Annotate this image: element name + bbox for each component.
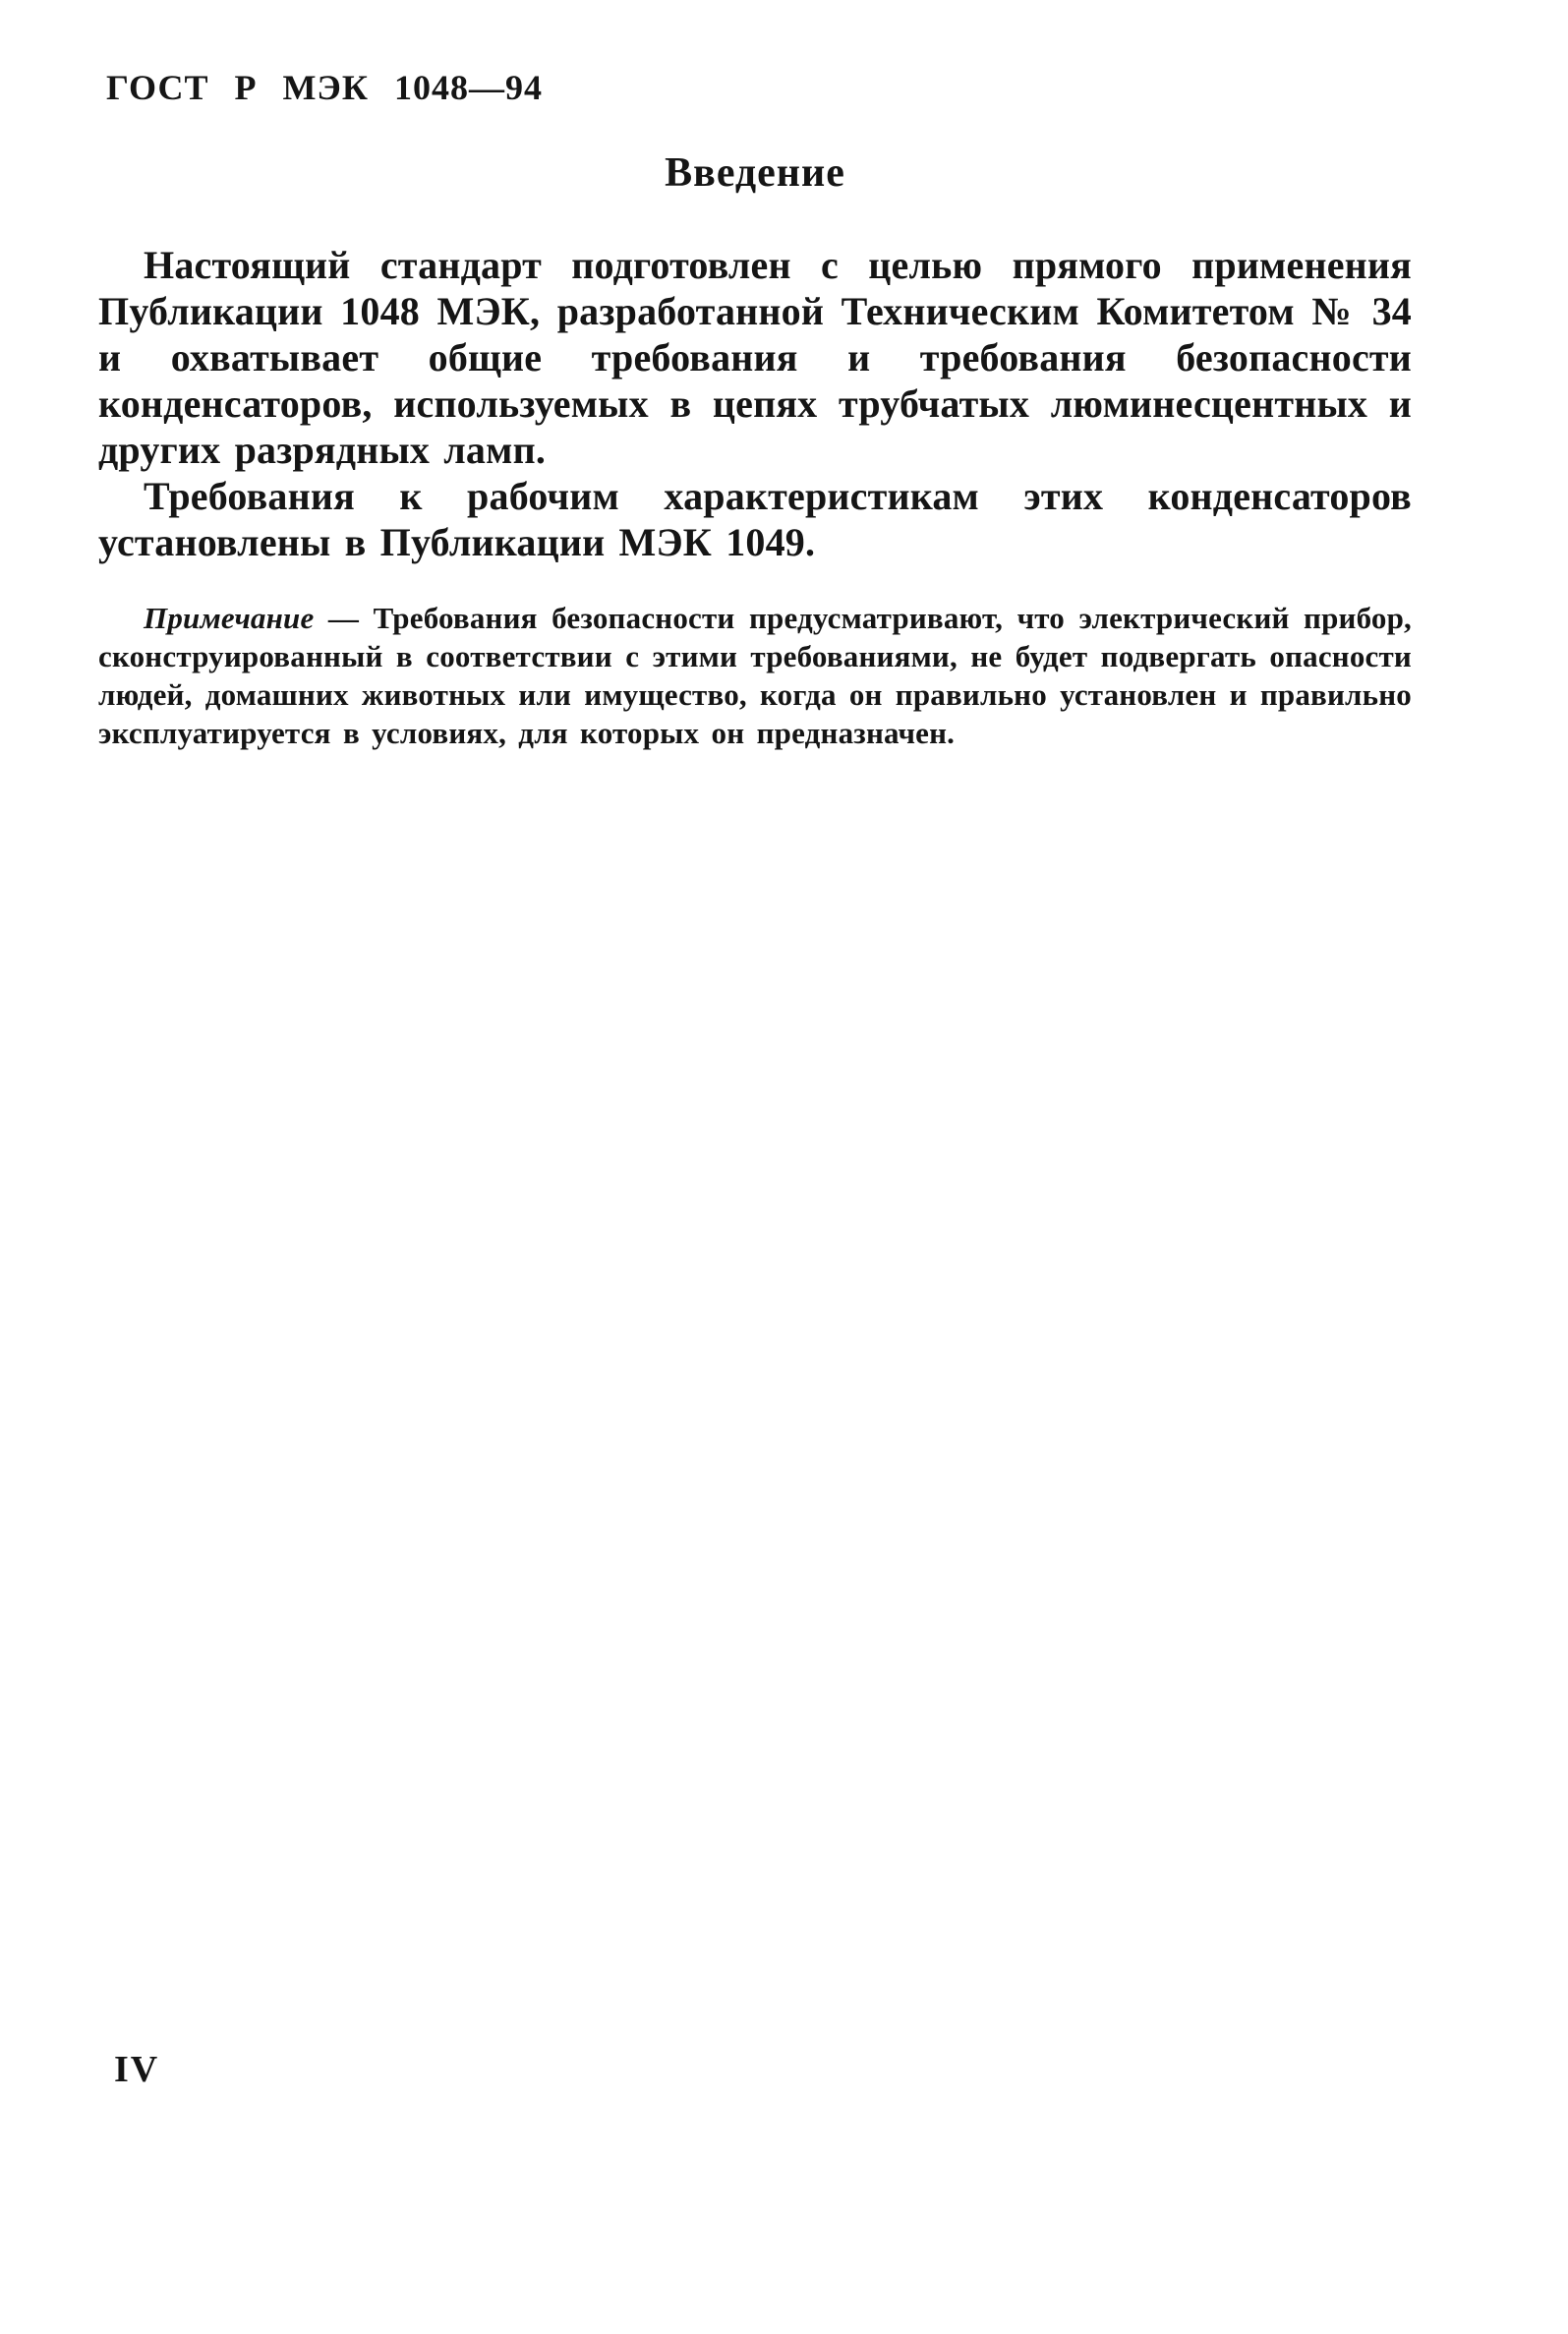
paragraph: Настоящий стандарт подготовлен с целью прямого применения Публикации 1048 МЭК, разработанной Техническим Комитетом № 34 и охватывает общие требования и требования безопасности конденсаторов, используемых в цепях трубчатых люминесцентных и других разрядных ламп. [98,243,1412,472]
note-paragraph [98,599,1412,752]
note-label: Примечание [144,601,315,635]
section-title: Введение [665,150,845,196]
page-number: IV [114,2049,160,2090]
document-code-header: ГОСТ Р МЭК 1048—94 [106,68,543,107]
note-text: — Требования безопасности предусматривают, что электрический прибор, сконструированный в соответствии с этими требованиями, не будет подвергать опасности людей, домашних животных или имущество, когда он правильно установлен и правильно эксплуатируется в условиях, для которых он предназначен. [98,601,1412,750]
document-content [98,149,1412,752]
paragraph: Требования к рабочим характеристикам этих конденсаторов установлены в Публикации МЭК 1049. [98,474,1412,564]
